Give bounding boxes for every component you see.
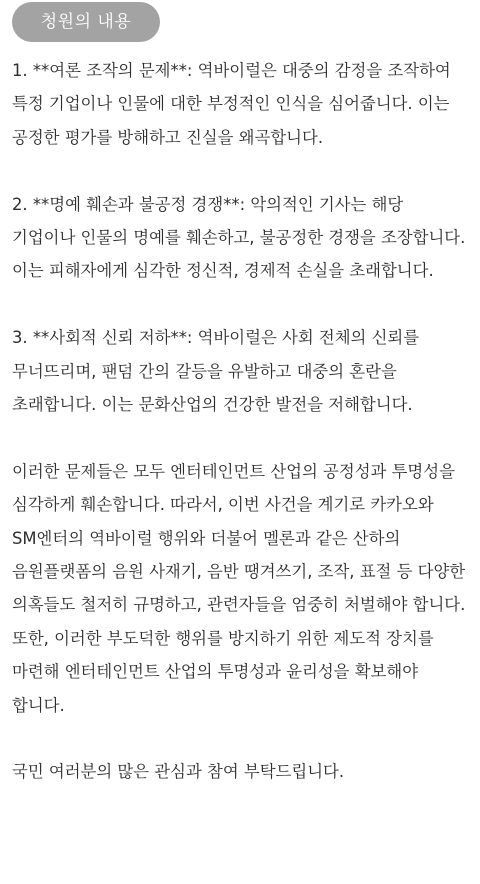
paragraph-closing-request: 국민 여러분의 많은 관심과 참여 부탁드립니다. — [12, 762, 345, 782]
paragraph-opinion-manipulation: 1. **여론 조작의 문제**: 역바이럴은 대중의 감정을 조작하여 특정 기업이나 인물에 대한 부정적인 인식을 심어줍니다. 이는 공정한 평가를 방해하고 진실을 왜곡합니다. — [12, 61, 451, 147]
section-header-pill: 청원의 내용 — [12, 2, 160, 42]
petition-content — [12, 54, 470, 789]
paragraph-social-trust-decline: 3. **사회적 신뢰 저하**: 역바이럴은 사회 전체의 신뢰를 무너뜨리며, 팬덤 간의 갈등을 유발하고 대중의 혼란을 초래합니다. 이는 문화산업의 건강한 발전을 저해합니다. — [12, 328, 420, 415]
paragraph-conclusion: 이러한 문제들은 모두 엔터테인먼트 산업의 공정성과 투명성을 심각하게 훼손합니다. 따라서, 이번 사건을 계기로 카카오와 SM엔터의 역바이럴 행위와 더불어 멜론과 같은 산하의 음원플랫폼의 음원 사재기, 음반 땡겨쓰기, 조작, 표절 등 다양한 의혹들도 철저히 규명하고, 관련자들을 엄중히 처벌해야 합니다. 또한, 이러한 부도덕한 행위를 방지하기 위한 제도적 장치를 마련해 엔터테인먼트 산업의 투명성과 윤리성을 확보해야 합니다. — [12, 461, 466, 715]
paragraph-defamation-unfair-competition: 2. **명예 훼손과 불공정 경쟁**: 악의적인 기사는 해당 기업이나 인물의 명예를 훼손하고, 불공정한 경쟁을 조장합니다. 이는 피해자에게 심각한 정신적, 경제적 손실을 초래합니다. — [12, 194, 466, 281]
